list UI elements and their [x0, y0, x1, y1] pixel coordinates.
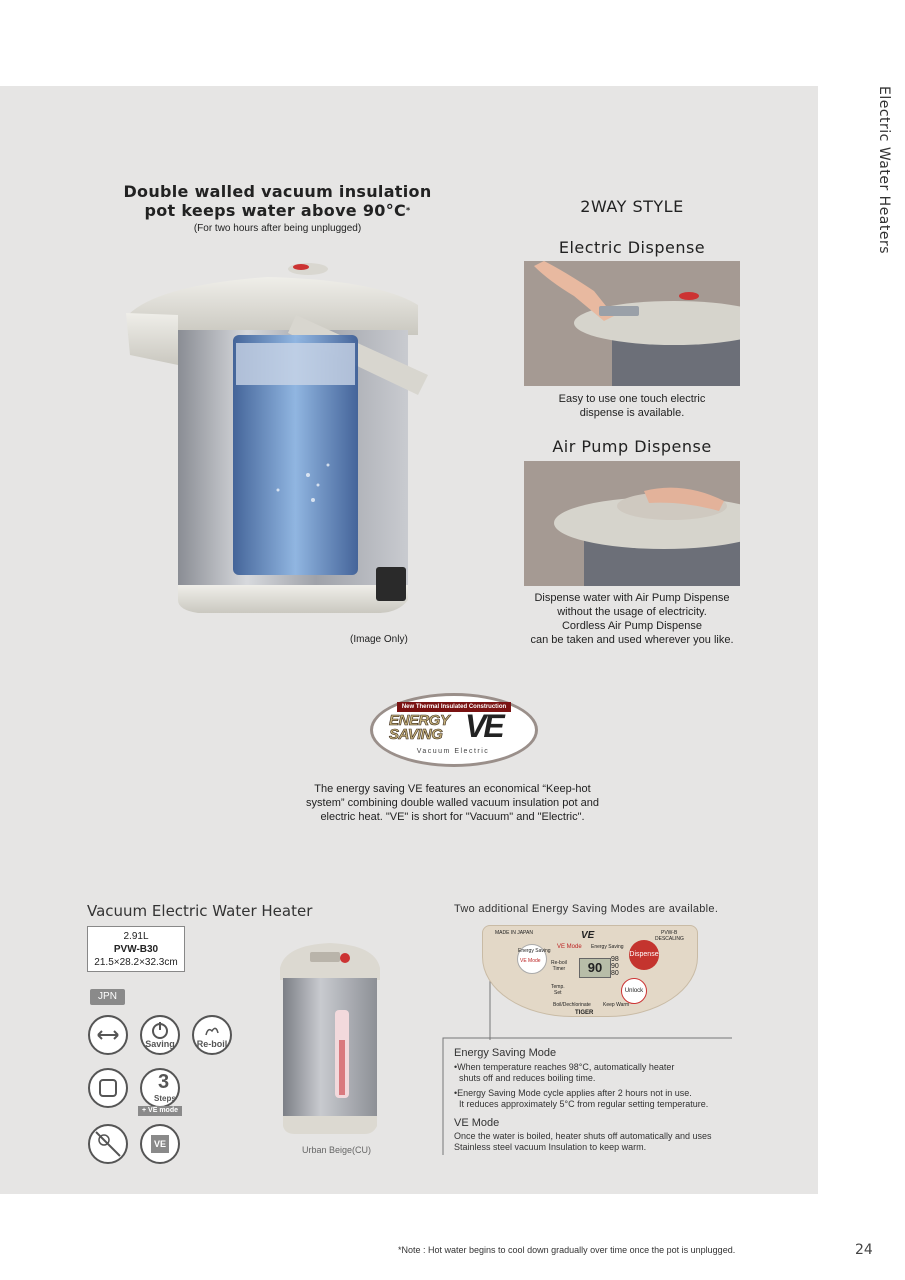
product-spec-box [87, 926, 185, 972]
section-title: Electric Water Heaters [876, 86, 892, 255]
model-number: PVW-B30 [113, 944, 159, 955]
modes-heading: Two additional Energy Saving Modes are available. [454, 903, 719, 915]
color-caption: Urban Beige(CU) [302, 1145, 372, 1155]
energy-saving-ve-logo: New Thermal Insulated Construction ENERGY SAVING VE Vacuum Electric [370, 693, 538, 767]
reboil-icon: Re-boil [192, 1015, 232, 1055]
two-way-title: 2WAY STYLE [580, 197, 684, 216]
image-note: (Image Only) [350, 634, 408, 645]
electric-dispense-photo [524, 261, 740, 386]
hero-heading-line1: Double walled vacuum insulation [123, 182, 432, 201]
wide-opening-icon [88, 1015, 128, 1055]
saving-icon: Saving [140, 1015, 180, 1055]
origin-badge: JPN [90, 989, 125, 1005]
air-pump-dispense-caption: Dispense water with Air Pump Dispense without the usage of electricity. Cordless Air Pump Dispense can be taken and used wherever you like. [530, 592, 734, 646]
pot-lid-icon [88, 1068, 128, 1108]
electric-dispense-title: Electric Dispense [558, 238, 706, 257]
ve-icon: VE [140, 1124, 180, 1164]
no-power-icon [88, 1124, 128, 1164]
three-steps-icon: 3 Steps [140, 1068, 180, 1108]
page-number: 24 [855, 1242, 873, 1258]
hero-heading [110, 182, 445, 236]
ve-mode-title: VE Mode [454, 1117, 500, 1129]
footnote: *Note : Hot water begins to cool down gradually over time once the pot is unplugged. [398, 1245, 736, 1255]
control-panel-illustration: MADE IN JAPAN PVW-B DESCALING VE Energy Saving VE Mode VE Mode Energy Saving Re-boil Timer 90 98 90 80 Dispense Temp. Set Unlock Boil/Dechlorinate Keep Warm TIGER [482, 925, 698, 1017]
product-pot-image [275, 940, 385, 1140]
dimensions: 21.5×28.2×32.3cm [94, 957, 178, 968]
energy-saving-description: The energy saving VE features an economical “Keep-hot system” combining double walled vacuum insulation pot and electric heat. "VE" is short for "Vacuum" and "Electric". [306, 783, 599, 823]
air-pump-dispense-photo [524, 461, 740, 586]
air-pump-dispense-title: Air Pump Dispense [552, 437, 712, 456]
product-title: Vacuum Electric Water Heater [87, 902, 313, 920]
mode-descriptions: Energy Saving Mode •When temperature reaches 98°C, automatically heater shuts off and reduces boiling time. •Energy Saving Mode cycle applies after 2 hours not in use. It reduces approximately 5°C from regular setting temperature. VE Mode Once the water is boiled, heater shuts off automatically and uses Stainless steel vacuum Insulation to keep warm. [454, 1047, 744, 1153]
thermos-pot-illustration [118, 255, 434, 625]
hero-heading-line2: pot keeps water above 90°C* [144, 201, 411, 220]
electric-dispense-caption: Easy to use one touch electric dispense is available. [558, 393, 706, 419]
hero-subheading: (For two hours after being unplugged) [193, 223, 362, 234]
capacity: 2.91L [123, 931, 149, 942]
energy-saving-mode-title: Energy Saving Mode [454, 1047, 557, 1059]
ve-mode-tag: + VE mode [138, 1106, 182, 1116]
